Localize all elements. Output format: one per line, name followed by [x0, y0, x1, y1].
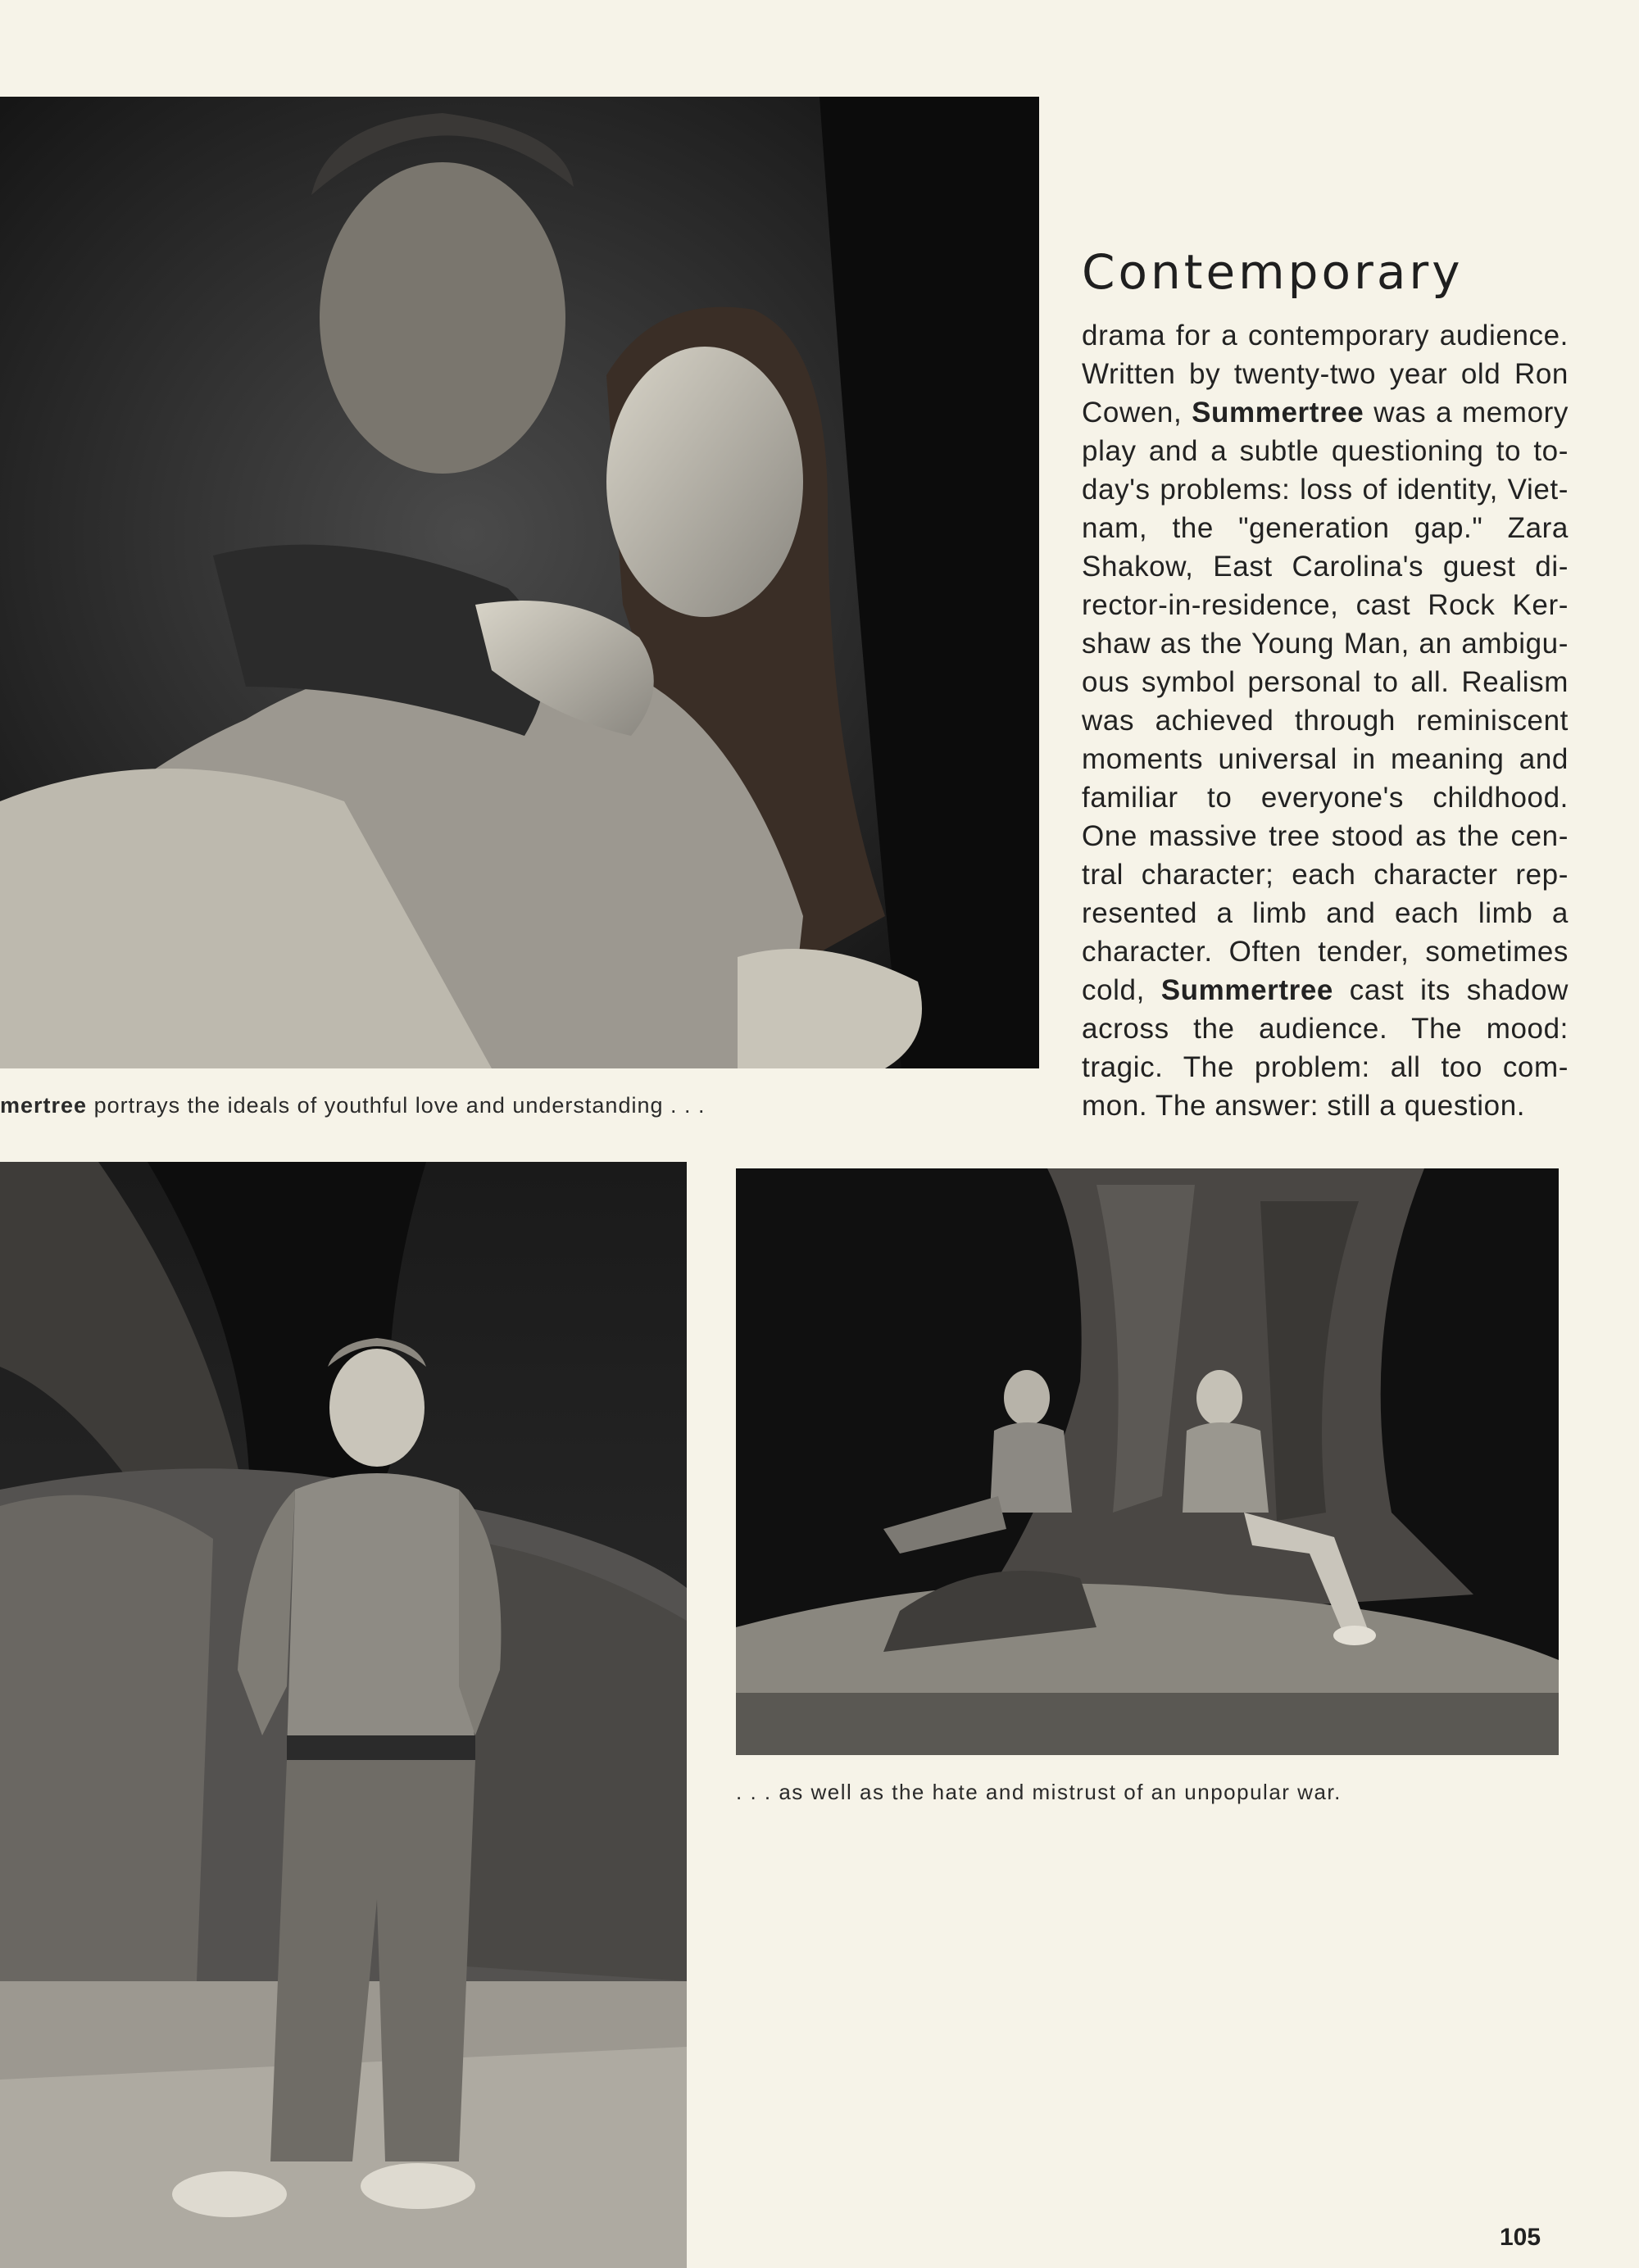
article-line: ous symbol personal to all. Realism [1082, 666, 1569, 698]
article-line: One massive tree stood as the cen- [1082, 820, 1569, 852]
article-body [1082, 316, 1569, 1125]
play-title: Summertree [1192, 397, 1364, 429]
play-title: Summertree [1160, 974, 1333, 1006]
article-line: play and a subtle questioning to to- [1082, 435, 1569, 467]
article-line: day's problems: loss of identity, Viet- [1082, 474, 1569, 506]
caption-text: portrays the ideals of youthful love and understanding . . . [87, 1093, 706, 1118]
article-line: Shakow, East Carolina's guest di- [1082, 551, 1569, 583]
article-line: drama for a contemporary audience. [1082, 320, 1569, 352]
article-line: cold, Summertree cast its shadow [1082, 974, 1569, 1006]
article-line: familiar to everyone's childhood. [1082, 782, 1569, 814]
article-line: resented a limb and each limb a [1082, 897, 1569, 929]
article-line: tragic. The problem: all too com- [1082, 1051, 1569, 1083]
article-line: character. Often tender, sometimes [1082, 936, 1569, 968]
bottom-photo-caption: . . . as well as the hate and mistrust of an unpopular war. [736, 1780, 1342, 1804]
page-number: 105 [1500, 2224, 1541, 2251]
couple-embrace-photo [0, 97, 1039, 1068]
article-line: Written by twenty-two year old Ron [1082, 358, 1569, 390]
article-heading: Contemporary [1082, 244, 1464, 300]
article-line: moments universal in meaning and [1082, 743, 1569, 775]
caption-play-title: mertree [0, 1093, 88, 1118]
article-line: mon. The answer: still a question. [1082, 1090, 1526, 1122]
top-photo-caption [0, 1093, 706, 1118]
article-line: rector-in-residence, cast Rock Ker- [1082, 589, 1569, 621]
article-line: across the audience. The mood: [1082, 1013, 1569, 1045]
two-soldiers-tree-photo [736, 1168, 1559, 1755]
article-line: was achieved through reminiscent [1082, 705, 1569, 737]
article-line: shaw as the Young Man, an ambigu- [1082, 628, 1569, 660]
article-line: Cowen, Summertree was a memory [1082, 397, 1569, 429]
article-line: nam, the "generation gap." Zara [1082, 512, 1569, 544]
article-line: tral character; each character rep- [1082, 859, 1569, 891]
young-man-standing-photo [0, 1162, 687, 2268]
